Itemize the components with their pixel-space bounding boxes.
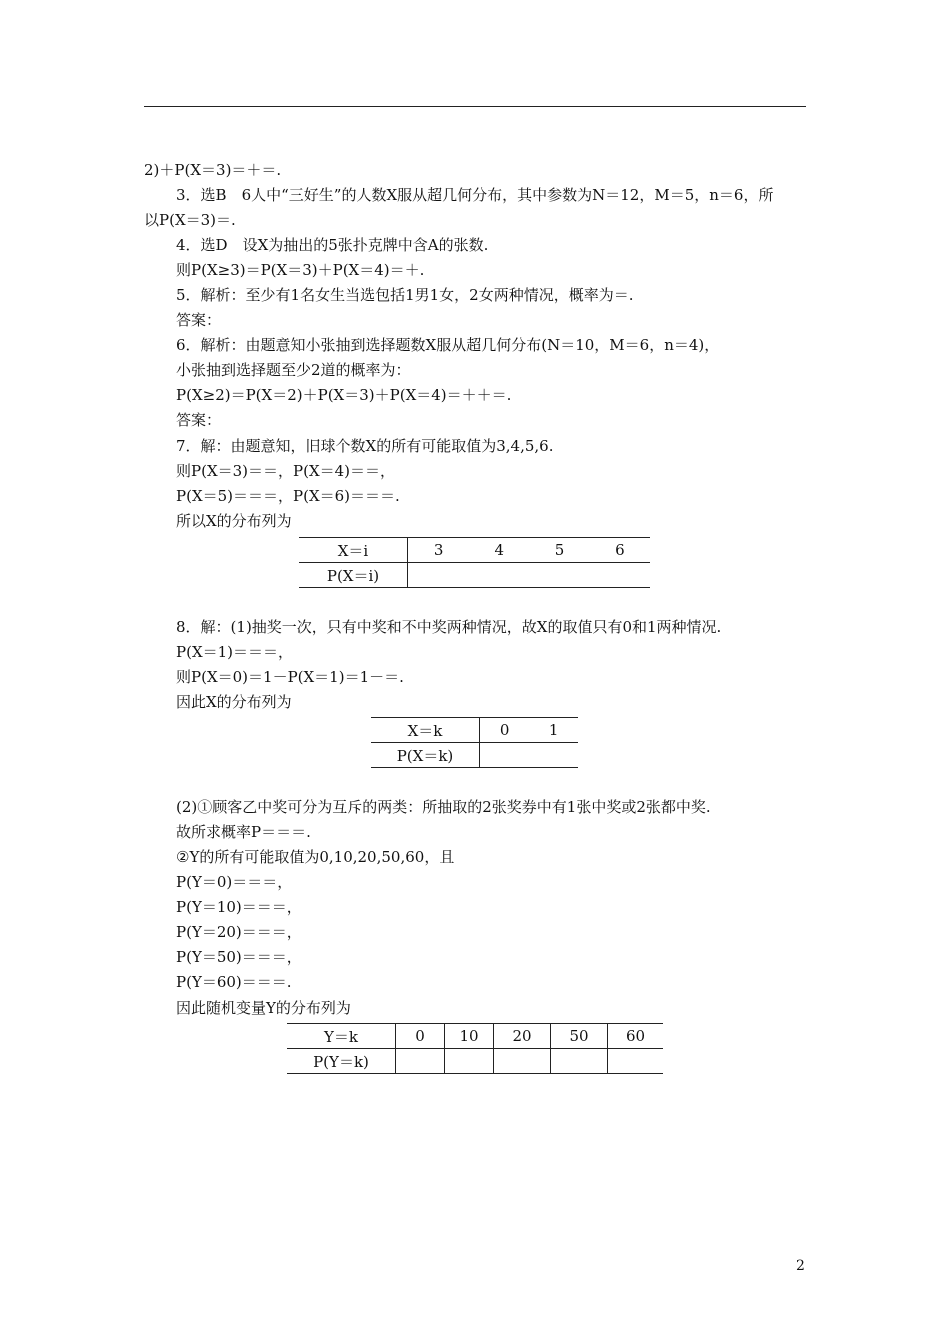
text-line: 答案： [176,411,222,429]
text-line: 因此X的分布列为 [176,693,292,711]
text-line: 则P(X＝0)＝1－P(X＝1)＝1－＝. [176,668,404,686]
text-line: ②Y的所有可能取值为0,10,20,50,60，且 [176,848,455,866]
table-header-cell: P(X＝i) [299,563,408,588]
text-line: 所以X的分布列为 [176,512,292,530]
table-cell [408,563,651,588]
table-cell: 0 [480,718,530,743]
text-line: 5．解析：至少有1名女生当选包括1男1女，2女两种情况，概率为＝. [176,286,634,304]
table-cell: 20 [494,1024,551,1049]
table-cell [480,743,579,768]
text-line: P(Y＝60)＝＝＝. [176,973,292,991]
header-rule [144,106,806,107]
table-cell: 10 [445,1024,494,1049]
text-line: P(X＝1)＝＝＝， [176,643,294,661]
table-cell: 1 [529,718,578,743]
table-cell: 60 [608,1024,664,1049]
text-line: 则P(X＝3)＝＝，P(X＝4)＝＝， [176,462,396,480]
text-line: (2)①顾客乙中奖可分为互斥的两类：所抽取的2张奖券中有1张中奖或2张都中奖. [176,798,711,816]
table-cell: 50 [551,1024,608,1049]
text-line: 6．解析：由题意知小张抽到选择题数X服从超几何分布(N＝10，M＝6，n＝4)， [176,336,720,354]
text-line: 小张抽到选择题至少2道的概率为： [176,361,411,379]
table-cell [608,1049,664,1074]
table-cell: 5 [529,538,589,563]
page-number: 2 [796,1258,805,1274]
text-line: 则P(X≥3)＝P(X＝3)＋P(X＝4)＝＋. [176,261,425,279]
text-line: 7．解：由题意知，旧球个数X的所有可能取值为3,4,5,6. [176,437,554,455]
table-cell [551,1049,608,1074]
text-line: P(Y＝50)＝＝＝， [176,948,302,966]
text-line: 2)＋P(X＝3)＝＋＝. [144,161,282,179]
table-cell [396,1049,445,1074]
table-cell [494,1049,551,1074]
table-cell: 4 [469,538,529,563]
table-cell: 3 [408,538,470,563]
text-line: P(Y＝0)＝＝＝， [176,873,293,891]
table-header-cell: X＝k [371,718,480,743]
text-line: 答案： [176,311,222,329]
text-line: P(Y＝10)＝＝＝， [176,898,302,916]
text-line: P(X＝5)＝＝＝，P(X＝6)＝＝＝. [176,487,400,505]
distribution-table-y-k [287,1023,663,1074]
text-line: 故所求概率P＝＝＝. [176,823,311,841]
text-line: 8．解：(1)抽奖一次，只有中奖和不中奖两种情况，故X的取值只有0和1两种情况. [176,618,722,636]
table-header-cell: X＝i [299,538,408,563]
table-cell [445,1049,494,1074]
table-header-cell: P(X＝k) [371,743,480,768]
text-line: P(X≥2)＝P(X＝2)＋P(X＝3)＋P(X＝4)＝＋＋＝. [176,386,512,404]
text-line: 4．选D 设X为抽出的5张扑克牌中含A的张数. [176,236,489,254]
table-cell: 6 [590,538,650,563]
text-line: P(Y＝20)＝＝＝， [176,923,302,941]
text-line: 3．选B 6人中“三好生”的人数X服从超几何分布，其中参数为N＝12，M＝5，n＝6，所 [176,186,774,204]
table-header-cell: P(Y＝k) [287,1049,396,1074]
table-cell: 0 [396,1024,445,1049]
text-line: 因此随机变量Y的分布列为 [176,999,351,1017]
distribution-table-x-i [299,537,650,588]
text-line: 以P(X＝3)＝. [144,211,236,229]
distribution-table-x-k [371,717,578,768]
table-header-cell: Y＝k [287,1024,396,1049]
